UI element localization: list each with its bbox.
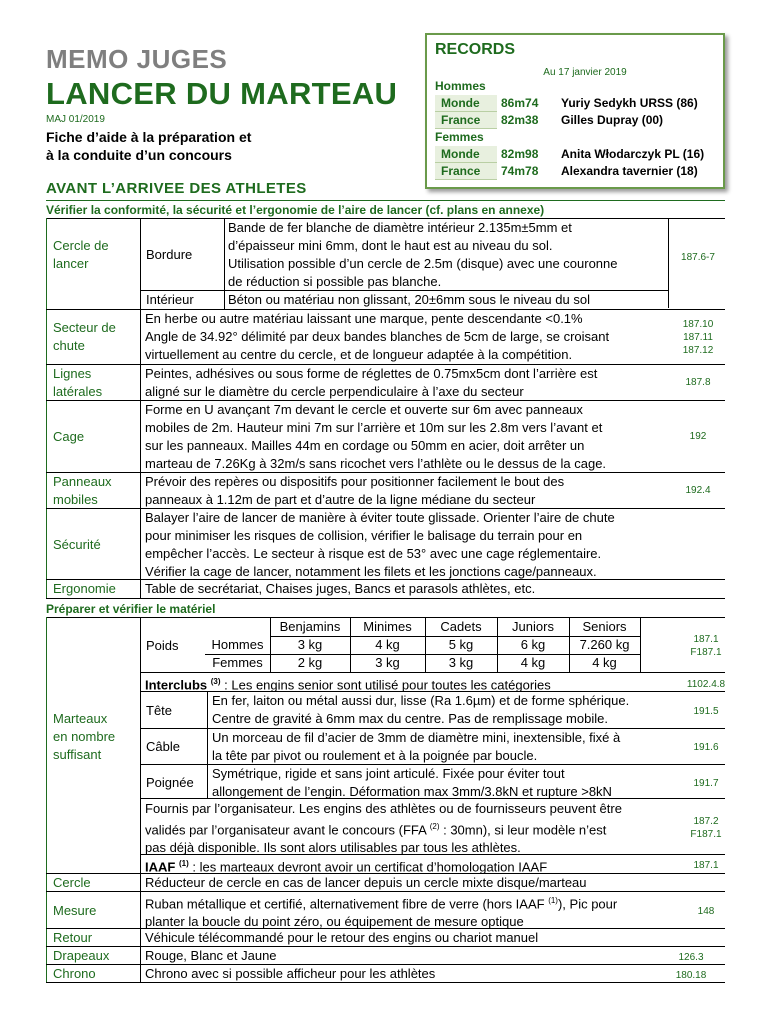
text-line: Vérifier la cage de lancer, notamment les filets et les jonctions cage/panneaux. <box>145 564 597 579</box>
memo-title: MEMO JUGES <box>46 44 228 74</box>
rule-reference-line: F187.1 <box>690 647 722 658</box>
tete-text <box>212 692 629 728</box>
divider <box>46 982 725 983</box>
text-line: empêcher l’accès. Le secteur à risque est de 53° avec une cage réglementaire. <box>145 546 602 561</box>
weight-cell: 6 kg <box>520 637 546 652</box>
text-line: Forme en U avançant 7m devant le cercle et ouverte sur 6m avec panneaux <box>145 402 583 417</box>
rule-reference: 180.18 <box>675 970 707 981</box>
record-scope: Monde <box>435 146 497 163</box>
record-mark: 82m98 <box>501 147 539 161</box>
divider <box>140 798 725 799</box>
text-line <box>145 892 617 913</box>
footnote-marker: (1) <box>548 896 558 905</box>
row-label-mesure: Mesure <box>53 903 97 918</box>
divider <box>46 218 47 598</box>
text-line: Centre de gravité à 6mm max du centre. Pas de remplissage mobile. <box>212 711 608 726</box>
category-header: Minimes <box>363 619 412 634</box>
record-scope: France <box>435 112 497 129</box>
rule-reference: 187.6-7 <box>681 252 715 263</box>
divider <box>46 598 725 599</box>
mesure-text-b: ), Pic pour <box>557 896 618 912</box>
divider <box>46 617 725 618</box>
row-label-line: Cercle de <box>53 238 109 253</box>
weight-cell: 4 kg <box>375 637 400 652</box>
text-line: Symétrique, rigide et sans joint articulé. Fixée pour éviter tout <box>212 766 565 781</box>
row-label-secteur <box>53 319 116 355</box>
mesure-text-a: Ruban métallique et certifié, alternativement fibre de verre (hors IAAF <box>145 896 549 912</box>
row-label-ergonomie: Ergonomie <box>53 581 116 596</box>
record-holder: Anita Włodarczyk PL (16) <box>561 147 705 161</box>
records-date: Au 17 janvier 2019 <box>543 67 627 78</box>
rule-reference: 187.1 <box>693 860 719 871</box>
subtitle <box>46 128 251 164</box>
text-line: Balayer l’aire de lancer de manière à éviter toute glissade. Orienter l’aire de chute <box>145 510 615 525</box>
rule-reference-line: 187.12 <box>682 345 714 356</box>
weight-cell: 5 kg <box>448 637 474 652</box>
interclubs-text: : Les engins senior sont utilisé pour toutes les catégories <box>220 677 551 693</box>
sub-label-poids: Poids <box>146 638 179 653</box>
weight-cell: 3 kg <box>297 637 323 652</box>
text-line: pas déjà disponible. Ils sont alors utilisables par tous les athlètes. <box>145 840 521 856</box>
record-holder: Alexandra tavernier (18) <box>561 164 698 178</box>
row-label-line: mobiles <box>53 492 98 507</box>
row-label-chrono: Chrono <box>53 966 96 981</box>
text-line: marteau de 7.26Kg à 32m/s sans ricochet vers l’athlète ou le dessus de la cage. <box>145 456 607 471</box>
text-line: d’épaisseur mini 6mm, dont le haut est au niveau du sol. <box>228 238 553 253</box>
records-title: RECORDS <box>435 41 516 58</box>
divider <box>224 218 225 310</box>
sub-label-poignee: Poignée <box>146 775 194 790</box>
section-subhead-materiel: Préparer et vérifier le matériel <box>46 602 216 616</box>
mesure-text <box>145 892 617 931</box>
row-label-cage: Cage <box>53 429 85 444</box>
text-line: panneaux à 1.12m de part et d’autre de la ligne médiane du secteur <box>145 492 536 507</box>
rule-reference: 126.3 <box>678 952 704 963</box>
row-label-line: Panneaux <box>53 474 112 489</box>
fournis-text <box>145 800 622 857</box>
record-holder: Yuriy Sedykh URSS (86) <box>561 96 698 110</box>
row-label-retour: Retour <box>53 930 93 945</box>
weight-cell: 4 kg <box>592 655 617 670</box>
row-label-line: Secteur de <box>53 320 116 335</box>
record-mark: 82m38 <box>501 113 539 127</box>
rule-reference: 192.4 <box>685 485 711 496</box>
rule-reference-line: 187.10 <box>682 319 714 330</box>
record-row <box>435 146 719 163</box>
bordure-text <box>228 219 618 291</box>
rule-reference-line: 187.11 <box>683 332 713 343</box>
record-mark: 86m74 <box>501 96 539 110</box>
text-line: aligné sur le diamètre du cercle perpendiculaire à l’axe du secteur <box>145 384 524 399</box>
divider <box>640 618 641 672</box>
poignee-text <box>212 765 612 801</box>
text-line: planter la boucle du point zéro, ou équipement de mesure optique <box>145 914 524 930</box>
rule-reference <box>658 318 738 357</box>
text-line: En herbe ou autre matériau laissant une marque, pente descendante <0.1% <box>145 311 583 326</box>
row-label-panneaux <box>53 473 112 509</box>
text-line: Bande de fer blanche de diamètre intérieur 2.135m±5mm et <box>228 220 572 235</box>
iaaf-label: IAAF <box>145 859 176 875</box>
record-mark: 74m78 <box>501 164 539 178</box>
row-label-line: chute <box>53 338 85 353</box>
footnote-marker: (1) <box>178 859 189 868</box>
drapeaux-text: Rouge, Blanc et Jaune <box>145 948 277 963</box>
interclubs-label: Interclubs <box>145 677 208 693</box>
row-label-line: en nombre <box>53 729 116 744</box>
text-line: Peintes, adhésives ou sous forme de réglettes de 0.75mx5cm dont l’arrière est <box>145 366 598 381</box>
row-label-line: suffisant <box>53 747 102 762</box>
row-label-line: latérales <box>53 384 103 399</box>
chrono-text: Chrono avec si possible afficheur pour les athlètes <box>145 966 436 981</box>
text-line: allongement de l’engin. Déformation max 3mm/3.8kN et rupture >8kN <box>212 784 612 799</box>
row-label-line: Marteaux <box>53 711 108 726</box>
divider <box>207 691 208 798</box>
weight-cell: 2 kg <box>297 655 323 670</box>
subtitle-line-1: Fiche d’aide à la préparation et <box>46 129 252 145</box>
securite-text <box>145 509 615 581</box>
iaaf-text: : les marteaux devront avoir un certificat d’homologation IAAF <box>188 859 548 875</box>
update-date: MAJ 01/2019 <box>46 114 105 125</box>
fournis-text-a: validés par l’organisateur avant le concours (FFA <box>145 822 430 838</box>
row-label-marteaux <box>53 710 115 764</box>
retour-text: Véhicule télécommandé pour le retour des engins ou chariot manuel <box>145 930 539 945</box>
text-line: Prévoir des repères ou dispositifs pour positionner facilement le bout des <box>145 474 565 489</box>
subtitle-line-2: à la conduite d’un concours <box>46 147 232 163</box>
rule-reference-line: F187.1 <box>690 829 722 840</box>
records-women-label: Femmes <box>435 130 484 144</box>
weight-cell: 3 kg <box>375 655 400 670</box>
weight-cell: 3 kg <box>448 655 474 670</box>
text-line: Angle de 34.92° délimité par deux bandes blanches de 5cm de large, se croisant <box>145 329 610 344</box>
row-label-drapeaux: Drapeaux <box>53 948 110 963</box>
text-line: Un morceau de fil d’acier de 3mm de diamètre mini, inextensible, fixé à <box>212 730 621 745</box>
footnote-marker: (3) <box>210 677 221 686</box>
divider <box>140 218 141 598</box>
rule-reference <box>666 815 746 841</box>
row-label-line: lancer <box>53 256 89 271</box>
record-scope: Monde <box>435 95 497 112</box>
discipline-title: LANCER DU MARTEAU <box>46 76 398 111</box>
text-line: En fer, laiton ou métal aussi dur, lisse (Ra 1.6µm) et de forme sphérique. <box>212 693 630 708</box>
secteur-text <box>145 310 609 364</box>
section-title: AVANT L’ARRIVEE DES ATHLETES <box>46 180 307 197</box>
text-line: virtuellement au centre du cercle, et de longueur adaptée à la compétition. <box>145 347 573 362</box>
text-line: sur les panneaux. Mailles 44m en cordage ou 50mm en acier, doit arrêter un <box>145 438 585 453</box>
rule-reference-line: 187.2 <box>693 816 719 827</box>
record-holder: Gilles Dupray (00) <box>561 113 664 127</box>
text-line: la tête par pivot ou roulement et à la poignée par boucle. <box>212 748 538 763</box>
text-line: pour minimiser les risques de collision, vérifier le balisage du terrain pour en <box>145 528 583 543</box>
record-row <box>435 112 719 129</box>
sub-label-cable: Câble <box>146 739 180 754</box>
rule-reference: 191.7 <box>693 778 719 789</box>
text-line: de réduction si possible pas blanche. <box>228 274 442 289</box>
ergonomie-text: Table de secrétariat, Chaises juges, Bancs et parasols athlètes, etc. <box>145 581 536 596</box>
rule-reference <box>666 633 746 659</box>
record-row <box>435 163 719 180</box>
rule-reference: 1102.4.8 <box>686 679 726 690</box>
footnote-marker: (2) <box>429 822 440 831</box>
records-box <box>425 33 725 189</box>
record-scope: France <box>435 163 497 180</box>
gender-label: Femmes <box>212 655 263 670</box>
text-line: Fournis par l’organisateur. Les engins des athlètes ou de fournisseurs peuvent être <box>145 801 622 816</box>
records-men-label: Hommes <box>435 79 486 93</box>
rule-reference: 192 <box>689 431 707 442</box>
rule-reference-line: 187.1 <box>693 634 719 645</box>
weight-cell: 7.260 kg <box>579 637 630 652</box>
text-line: Utilisation possible d’un cercle de 2.5m (disque) avec une couronne <box>228 256 618 271</box>
category-header: Seniors <box>582 619 627 634</box>
rule-reference: 187.8 <box>685 377 711 388</box>
category-header: Benjamins <box>279 619 341 634</box>
record-row <box>435 95 719 112</box>
row-label-securite: Sécurité <box>53 537 101 552</box>
row-label-cercle-reducteur: Cercle <box>53 875 91 890</box>
row-label-cercle <box>53 237 109 273</box>
section-subhead: Vérifier la conformité, la sécurité et l’ergonomie de l’aire de lancer (cf. plans en annexe) <box>46 203 545 217</box>
rule-reference: 191.5 <box>693 706 719 717</box>
rule-reference: 191.6 <box>693 742 719 753</box>
weight-cell: 4 kg <box>520 655 546 670</box>
text-line: mobiles de 2m. Hauteur mini 7m sur l’arrière et 10m sur les 2.8m vers l’avant et <box>145 420 603 435</box>
rule-reference: 148 <box>697 906 715 917</box>
row-label-lignes <box>53 365 102 401</box>
text-line <box>145 818 622 839</box>
category-header: Cadets <box>440 619 482 634</box>
category-header: Juniors <box>512 619 554 634</box>
row-label-line: Lignes <box>53 366 92 381</box>
section-underline <box>46 200 725 201</box>
sub-label-bordure: Bordure <box>146 247 193 262</box>
cage-text <box>145 401 606 473</box>
cable-text <box>212 729 620 765</box>
cercle-reducteur-text: Réducteur de cercle en cas de lancer depuis un cercle mixte disque/marteau <box>145 875 587 890</box>
lignes-text <box>145 365 597 401</box>
panneaux-text <box>145 473 564 509</box>
sub-label-interieur: Intérieur <box>146 292 194 307</box>
sub-label-tete: Tête <box>146 703 173 718</box>
fournis-text-b: : 30mn), si leur modèle n’est <box>439 822 607 838</box>
gender-label: Hommes <box>211 637 264 652</box>
interieur-text: Béton ou matériau non glissant, 20±6mm sous le niveau du sol <box>228 292 590 307</box>
